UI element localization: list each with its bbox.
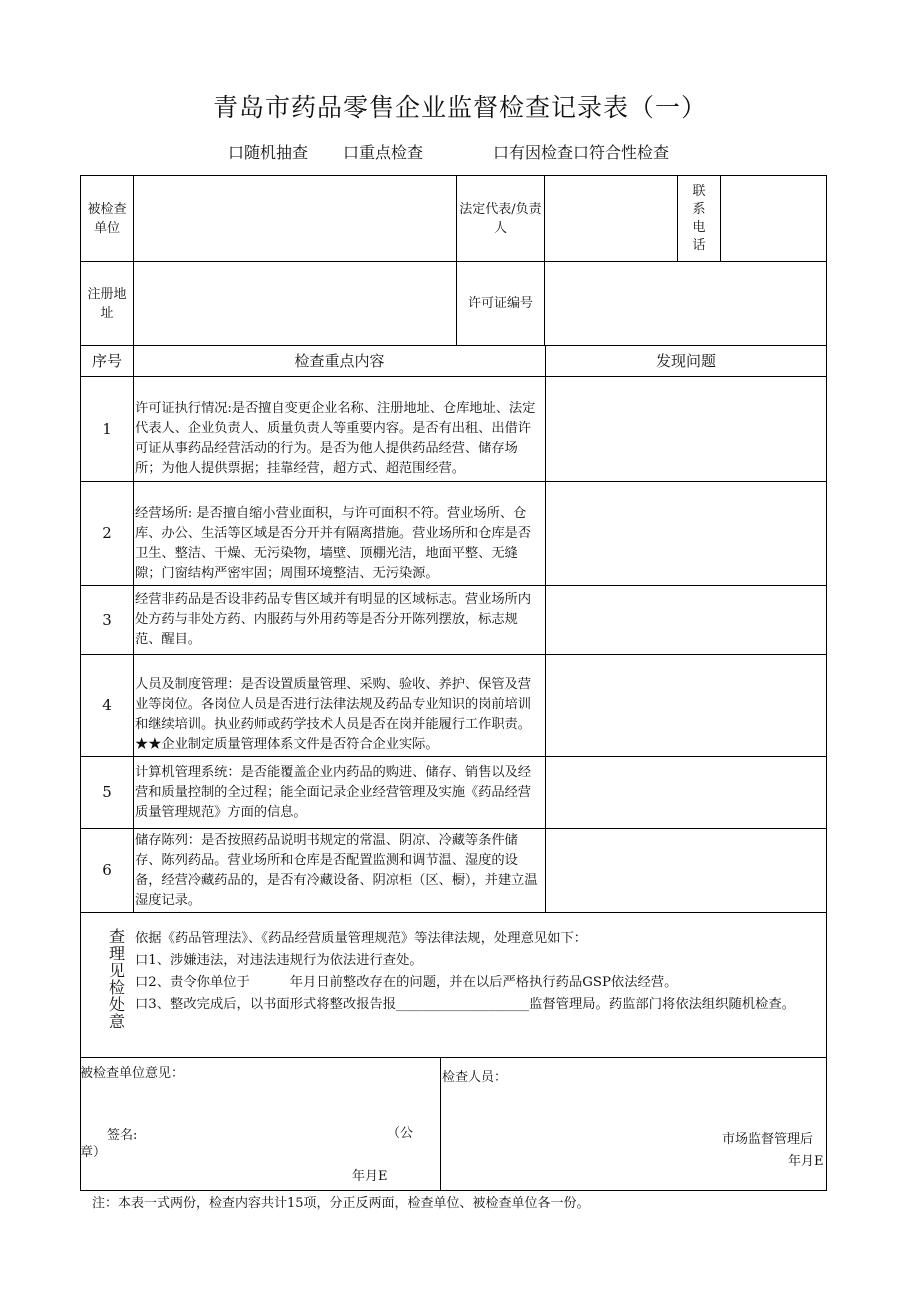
item-issues[interactable] xyxy=(546,377,826,481)
column-header-content: 检查重点内容 xyxy=(294,351,385,370)
opinion-option-1[interactable]: 口1、涉嫌违法，对违法违规行为依法进行查处。 xyxy=(135,953,423,968)
sign-label: 签名: xyxy=(107,1128,138,1143)
date-left: 年月E xyxy=(352,1169,388,1184)
date-right: 年月E xyxy=(788,1154,824,1169)
item-issues[interactable] xyxy=(546,757,826,828)
phone-label: 联系电话 xyxy=(692,183,706,253)
item-no: 2 xyxy=(102,524,112,542)
item-content: 计算机管理系统：是否能覆盖企业内药品的购进、储存、销售以及经营和质量控制的全过程；能全面记录企业经营管理及实施《药品经营质量管理规范》方面的信息。 xyxy=(135,764,531,820)
item-content: 许可证执行情况:是否擅自变更企业名称、注册地址、仓库地址、法定代表人、企业负责人、质量负责人等重要内容。是否有出租、出借许可证从事药品经营活动的行为。是否为他人提供药品经营、储存场所；为他人提供票据；挂靠经营，超方式、超范围经营。 xyxy=(135,401,536,476)
item-no: 5 xyxy=(102,783,112,801)
bureau-label: 市场监督管理后 xyxy=(722,1132,814,1147)
item-content: 储存陈列：是否按照药品说明书规定的常温、阴凉、冷藏等条件储存、陈列药品。营业场所和仓库是否配置监测和调节温、湿度的设备，经营冷藏药品的，是否有冷藏设备、阴凉柜（区、橱），并建立温湿度记录。 xyxy=(135,832,538,908)
column-header-no: 序号 xyxy=(91,351,122,370)
seal-label: （公章） xyxy=(80,1126,414,1160)
footnote: 注：本表一式两份，检查内容共计15项，分正反两面，检查单位、被检查单位各一份。 xyxy=(92,1196,590,1211)
opinion-option-3[interactable]: 口3、整改完成后，以书面形式将整改报告报____________________监督管理局。药监部门将依法组织随机检查。 xyxy=(135,997,796,1012)
item-issues[interactable] xyxy=(546,655,826,756)
item-content: 经营非药品是否设非药品专售区域并有明显的区域标志。营业场所内处方药与非处方药、内服药与外用药等是否分开陈列摆放，标志规范、醒目。 xyxy=(135,592,531,647)
inspected-unit-label: 被检查单位 xyxy=(87,201,127,236)
inspector-label: 检查人员： xyxy=(442,1070,508,1085)
opinion-body xyxy=(135,928,795,1016)
opinion-option-2[interactable]: 口2、责令你单位于 年月日前整改存在的问题，并在以后严格执行药品GSP依法经营。 xyxy=(135,975,678,990)
checkbox-cause-check[interactable]: 口有因检查口符合性检查 xyxy=(493,143,670,162)
item-content: 经营场所: 是否擅自缩小营业面积，与许可面积不符。营业场所、仓库、办公、生活等区域是否分开并有隔离措施。营业场所和仓库是否卫生、整洁、干燥、无污染物，墙壁、顶棚光洁，地面平整、无缝隙；门窗结构严密牢固；周围环境整洁、无污染源。 xyxy=(135,506,531,581)
license-label: 许可证编号 xyxy=(467,296,533,311)
unit-opinion-label: 被检查单位意见： xyxy=(80,1066,185,1081)
checkbox-random-check[interactable]: 口随机抽查 xyxy=(228,143,309,162)
page-title: 青岛市药品零售企业监督检查记录表（一） xyxy=(212,93,707,122)
item-no: 4 xyxy=(102,696,112,714)
item-no: 1 xyxy=(102,419,112,438)
item-issues[interactable] xyxy=(546,829,826,912)
item-content: 人员及制度管理：是否设置质量管理、采购、验收、养护、保管及营业等岗位。各岗位人员是否进行法律法规及药品专业知识的岗前培训和继续培训。执业药师或药学技术人员是否在岗并能履行工作职责。★★企业制定质量管理体系文件是否符合企业实际。 xyxy=(135,677,531,752)
item-issues[interactable] xyxy=(546,586,826,654)
address-label: 注册地址 xyxy=(87,286,127,321)
item-no: 3 xyxy=(102,610,112,629)
opinion-intro: 依据《药品管理法》、《药品经营质量管理规范》等法律法规，处理意见如下： xyxy=(135,931,588,946)
inspected-unit-value[interactable] xyxy=(134,176,456,261)
phone-value[interactable] xyxy=(721,176,826,261)
item-issues[interactable] xyxy=(546,482,826,585)
legal-rep-value[interactable] xyxy=(545,176,677,261)
license-value[interactable] xyxy=(545,262,826,345)
item-no: 6 xyxy=(102,861,112,879)
opinion-label: 查理见检处意 xyxy=(108,927,125,1031)
legal-rep-label: 法定代表/负责人 xyxy=(459,201,542,236)
address-value[interactable] xyxy=(134,262,456,345)
column-header-issues: 发现问题 xyxy=(655,351,716,370)
checkbox-key-check[interactable]: 口重点检查 xyxy=(343,143,424,162)
